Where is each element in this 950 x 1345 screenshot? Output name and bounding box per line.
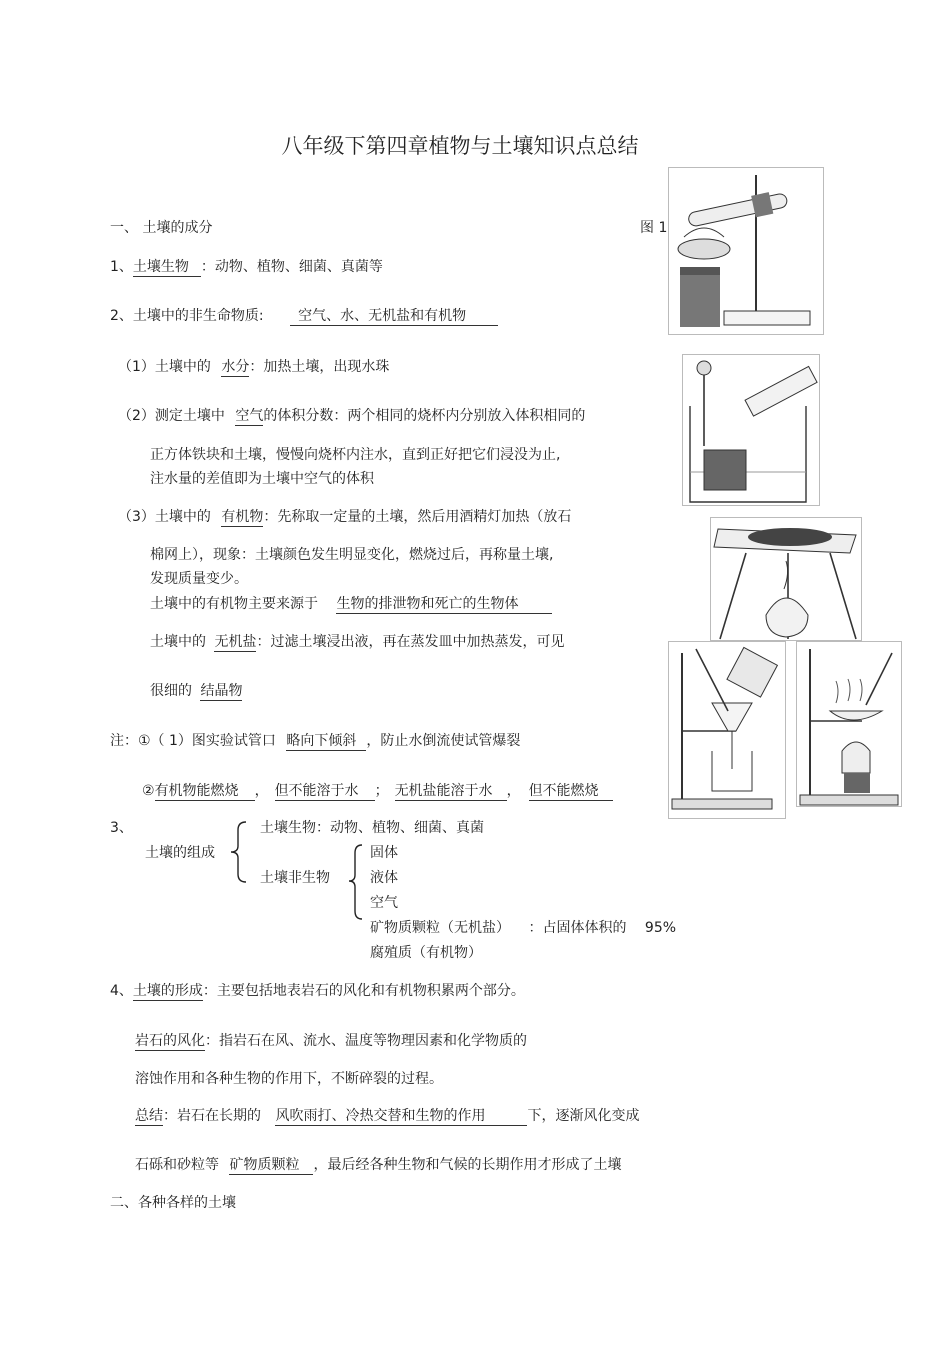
weathering: [135, 1032, 527, 1051]
point-3-pre: （3）土壤中的: [118, 509, 211, 525]
mineral-percent: 95%: [644, 920, 677, 936]
section-1-heading: 一、 土壤的成分: [110, 220, 213, 236]
item-2: [110, 307, 498, 326]
note-1-text: ，防止水倒流使试管爆裂: [366, 733, 521, 749]
separator: ，: [506, 783, 521, 799]
answer-blank: 风吹雨打、冷热交替和生物的作用: [275, 1107, 527, 1126]
summary-line-2-pre: 石砾和砂粒等: [135, 1157, 219, 1173]
answer-blank: 有机物: [221, 509, 264, 525]
page-title: 八年级下第四章植物与土壤知识点总结: [281, 134, 639, 158]
item-1: [110, 258, 383, 277]
answer-blank: 但不能燃烧: [529, 782, 613, 801]
point-2-line-2: 正方体铁块和土壤，慢慢向烧杯内注水，直到正好把它们浸没为止,: [150, 447, 561, 463]
point-4-line-2: [150, 682, 242, 701]
weathering-text: ：指岩石在风、流水、温度等物理因素和化学物质的: [205, 1033, 527, 1049]
answer-blank: 空气: [235, 408, 264, 424]
brace-icon: [346, 843, 366, 921]
point-4-text: ：过滤土壤浸出液，再在蒸发皿中加热蒸发，可见: [256, 634, 565, 650]
point-1-text: ：加热土壤，出现水珠: [249, 359, 390, 375]
test-tube-heating-figure: [668, 167, 824, 335]
answer-blank: 水分: [221, 359, 250, 375]
summary: [135, 1107, 639, 1126]
separator: ，: [254, 783, 269, 799]
heating-soil-figure: [710, 517, 862, 641]
item-4-text: ：主要包括地表岩石的风化和有机物积累两个部分。: [202, 983, 525, 999]
point-2-line-3: 注水量的差值即为土壤中空气的体积: [150, 471, 374, 487]
evaporation-figure: [796, 641, 902, 807]
brace-icon: [228, 820, 250, 884]
answer-blank: 但不能溶于水: [275, 782, 375, 801]
composition-item-liquid: 液体: [370, 870, 398, 886]
composition-humus: 腐殖质（有机物）: [370, 945, 482, 961]
answer-blank: 土壤生物: [133, 258, 201, 277]
summary-line-2-text: ，最后经各种生物和气候的长期作用才形成了土壤: [313, 1157, 622, 1173]
item-4-num: 4、: [110, 983, 133, 999]
item-1-num: 1、: [110, 259, 133, 275]
answer-blank: 总结: [135, 1108, 163, 1124]
item-4: [110, 982, 525, 1001]
mineral-desc: ：占固体体积的: [528, 920, 627, 936]
composition-item-solid: 固体: [370, 845, 398, 861]
answer-blank: 空气、水、无机盐和有机物: [290, 307, 498, 326]
point-4-pre: 土壤中的: [150, 634, 206, 650]
mineral-label: 矿物质颗粒（无机盐）: [370, 920, 510, 936]
point-2-pre: （2）测定土壤中: [118, 408, 225, 424]
point-3-line-4: [150, 595, 552, 614]
point-2-text: 的体积分数：两个相同的烧杯内分别放入体积相同的: [263, 408, 586, 424]
summary-line-2: [135, 1156, 621, 1175]
composition-bio: 土壤生物：动物、植物、细菌、真菌: [260, 820, 484, 836]
point-3-line-2: 棉网上），现象：土壤颜色发生明显变化，燃烧过后，再称量土壤,: [150, 547, 554, 563]
answer-blank: 矿物质颗粒: [229, 1156, 313, 1175]
point-3: [118, 508, 571, 527]
section-2-heading: 二、各种各样的土壤: [110, 1195, 236, 1211]
composition-item-air: 空气: [370, 895, 398, 911]
answer-blank: 无机盐能溶于水: [395, 782, 507, 801]
note-2: [142, 782, 613, 801]
beaker-water-figure: [682, 354, 820, 506]
point-3-line-3: 发现质量变少。: [150, 571, 248, 587]
figure-label: 图 1: [640, 220, 668, 236]
point-1: [118, 358, 389, 377]
weathering-line-2: 溶蚀作用和各种生物的作用下，不断碎裂的过程。: [135, 1071, 443, 1087]
note-1: [110, 732, 520, 751]
summary-text: 下，逐渐风化变成: [527, 1108, 640, 1124]
answer-blank: 土壤的形成: [132, 983, 203, 999]
answer-blank: 结晶物: [200, 683, 243, 699]
separator: ；: [374, 783, 389, 799]
filtration-figure: [668, 641, 786, 819]
point-4: [150, 633, 564, 652]
item-3-num: 3、: [110, 820, 133, 836]
point-4-line-2-pre: 很细的: [150, 683, 192, 699]
answer-blank: 生物的排泄物和死亡的生物体: [336, 595, 552, 614]
answer-blank: 无机盐: [214, 634, 257, 650]
note-2-marker: ②: [142, 783, 155, 799]
item-1-text: ：动物、植物、细菌、真菌等: [200, 259, 383, 275]
point-3-text: ：先称取一定量的土壤，然后用酒精灯加热（放石: [263, 509, 572, 525]
summary-pre: ：岩石在长期的: [163, 1108, 261, 1124]
answer-blank: 略向下倾斜: [286, 732, 366, 751]
answer-blank: 有机物能燃烧: [155, 782, 255, 801]
note-1-pre: 注：①（ 1）图实验试管口: [110, 733, 276, 749]
item-2-text: 2、土壤中的非生命物质:: [110, 308, 264, 324]
composition-mineral: [370, 919, 676, 937]
point-3-line-4-pre: 土壤中的有机物主要来源于: [150, 596, 318, 612]
answer-blank: 岩石的风化: [135, 1033, 205, 1049]
composition-label: 土壤的组成: [145, 845, 215, 861]
point-2: [118, 407, 585, 426]
point-1-pre: （1）土壤中的: [118, 359, 211, 375]
composition-nonbio: 土壤非生物: [260, 870, 330, 886]
